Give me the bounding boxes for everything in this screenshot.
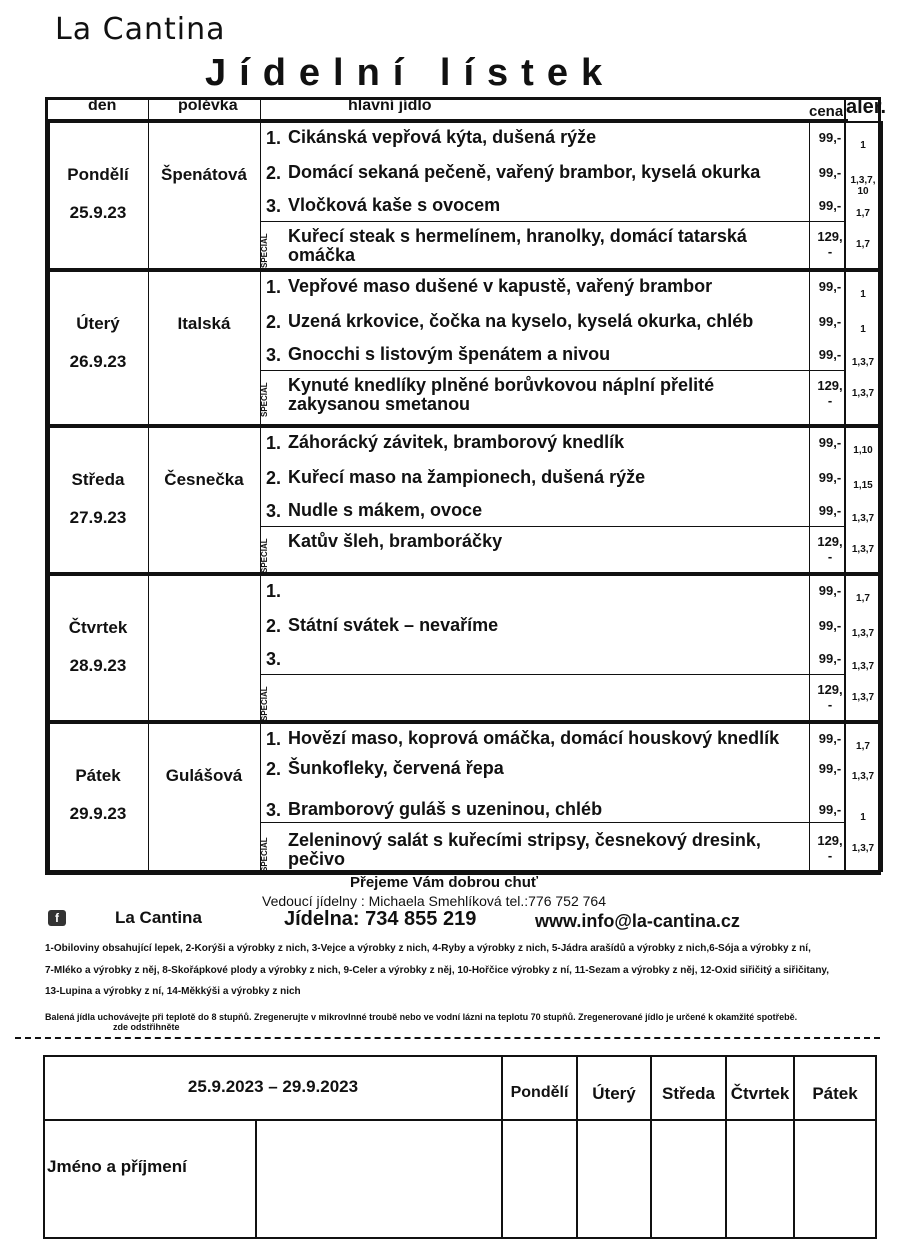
divider <box>809 121 810 270</box>
item-price: 129, - <box>817 833 843 863</box>
dish-name: Vepřové maso dušené v kapustě, vařený brambor <box>288 276 713 296</box>
item-allergens: 1,3,7 <box>851 771 875 782</box>
col-header-price: cena <box>809 103 844 119</box>
day-soup: Gulášová <box>165 766 243 785</box>
dish-name: Zeleninový salát s kuřecími stripsy, česnekový dresink, pečivo <box>288 830 761 869</box>
day-block <box>48 574 883 722</box>
day-name: Středa <box>71 470 125 489</box>
phone-text: Jídelna: 734 855 219 <box>284 908 477 930</box>
dish-name: Hovězí maso, koprová omáčka, domácí houskový knedlík <box>288 728 780 748</box>
item-number: 3. <box>266 800 282 820</box>
day-soup: Česnečka <box>164 470 244 489</box>
dish-name: Kynuté knedlíky plněné borůvkovou náplní přelité zakysanou smetanou <box>288 375 715 414</box>
col-header-day: den <box>88 97 117 113</box>
brand-name: La Cantina <box>55 12 226 47</box>
item-number: 1. <box>266 581 282 601</box>
dish-name: Uzená krkovice, čočka na kyselo, kyselá okurka, chléb <box>288 311 754 331</box>
storage-note-text: Balená jídla uchovávejte při teplotě do 8 stupňů. Zregenerujte v mikrovlnné troubě nebo ve vodní lázni na teplotu 70 stupňů. Zregenerované jídlo je určené k okamžité spotřebě. <box>45 1012 798 1022</box>
item-price: 99,- <box>818 731 842 746</box>
item-price: 129, - <box>817 682 843 712</box>
item-number: 2. <box>266 468 282 488</box>
item-number: 3. <box>266 649 282 669</box>
divider <box>809 722 810 872</box>
day-name: Úterý <box>76 314 120 333</box>
divider <box>809 426 810 574</box>
special-label: SPECIAL <box>260 686 269 722</box>
item-price: 99,- <box>818 503 842 518</box>
item-number: 2. <box>266 616 282 636</box>
item-allergens: 1 <box>860 140 866 151</box>
day-date: 25.9.23 <box>69 203 127 222</box>
item-price: 99,- <box>818 165 842 180</box>
dish-name: Kuřecí maso na žampionech, dušená rýže <box>288 467 646 487</box>
item-number: 2. <box>266 163 282 183</box>
day-date: 26.9.23 <box>69 352 127 371</box>
item-price: 99,- <box>818 347 842 362</box>
special-label: SPECIAL <box>260 233 269 269</box>
special-label: SPECIAL <box>260 837 269 873</box>
order-form <box>43 1055 877 1239</box>
item-price: 129, - <box>817 229 843 259</box>
day-name: Pondělí <box>67 165 129 184</box>
order-day-friday: Pátek <box>812 1084 858 1103</box>
divider <box>45 1119 875 1121</box>
item-price: 129, - <box>817 534 843 564</box>
item-allergens: 1,15 <box>853 480 873 491</box>
col-header-allergens: aler. <box>846 99 887 118</box>
facebook-icon: f <box>48 910 66 926</box>
day-name: Čtvrtek <box>68 618 128 637</box>
divider <box>260 370 846 371</box>
item-allergens: 1 <box>860 289 866 300</box>
item-allergens: 1,7 <box>856 208 870 219</box>
item-allergens: 1,3,7, 10 <box>850 175 876 197</box>
item-number: 1. <box>266 729 282 749</box>
item-allergens: 1,3,7 <box>851 357 875 368</box>
special-label: SPECIAL <box>260 382 269 418</box>
special-label: SPECIAL <box>260 538 269 574</box>
web-text: www.info@la-cantina.cz <box>535 911 740 931</box>
divider <box>148 270 149 426</box>
dish-name: Vločková kaše s ovocem <box>288 195 501 215</box>
divider <box>148 121 149 270</box>
item-allergens: 1,7 <box>856 741 870 752</box>
item-number: 2. <box>266 759 282 779</box>
item-price: 99,- <box>818 279 842 294</box>
divider <box>148 574 149 722</box>
page-title: Jídelní lístek <box>205 52 616 94</box>
name-label: Jméno a příjmení <box>47 1157 187 1176</box>
day-soup: Italská <box>177 314 231 333</box>
order-day-monday: Pondělí <box>510 1084 569 1101</box>
divider <box>260 221 846 222</box>
item-number: 1. <box>266 128 282 148</box>
dish-name: Domácí sekaná pečeně, vařený brambor, kyselá okurka <box>288 162 761 182</box>
item-number: 2. <box>266 312 282 332</box>
dish-name: Gnocchi s listovým špenátem a nivou <box>288 344 611 364</box>
item-price: 99,- <box>818 651 842 666</box>
item-number: 3. <box>266 501 282 521</box>
divider <box>260 674 846 675</box>
item-number: 3. <box>266 196 282 216</box>
manager-text: Vedoucí jídelny : Michaela Smehlíková tel.:776 752 764 <box>262 893 606 909</box>
item-allergens: 1,3,7 <box>851 661 875 672</box>
item-allergens: 1,3,7 <box>851 544 875 555</box>
divider <box>260 526 846 527</box>
cut-here-text: zde odstřihněte <box>113 1022 180 1032</box>
order-day-wednesday: Středa <box>662 1084 715 1103</box>
day-soup: Špenátová <box>161 165 247 184</box>
item-price: 99,- <box>818 802 842 817</box>
item-price: 99,- <box>818 761 842 776</box>
item-number: 1. <box>266 433 282 453</box>
order-day-thursday: Čtvrtek <box>730 1084 790 1103</box>
col-header-main: hlavní jídlo <box>348 97 432 113</box>
divider <box>148 426 149 574</box>
day-date: 28.9.23 <box>69 656 127 675</box>
dish-name: Státní svátek – nevaříme <box>288 615 499 635</box>
divider <box>148 722 149 872</box>
item-allergens: 1,3,7 <box>851 843 875 854</box>
divider <box>260 100 261 119</box>
item-allergens: 1 <box>860 324 866 335</box>
wish-text: Přejeme Vám dobrou chuť <box>350 874 539 891</box>
item-number: 1. <box>266 277 282 297</box>
dish-name: Bramborový guláš s uzeninou, chléb <box>288 799 603 819</box>
item-allergens: 1,3,7 <box>851 513 875 524</box>
menu-table <box>45 97 887 875</box>
item-price: 99,- <box>818 314 842 329</box>
day-date: 27.9.23 <box>69 508 127 527</box>
item-price: 99,- <box>818 198 842 213</box>
divider <box>809 270 810 426</box>
item-allergens: 1,3,7 <box>851 692 875 703</box>
day-date: 29.9.23 <box>69 804 127 823</box>
dish-name: Kuřecí steak s hermelínem, hranolky, domácí tatarská omáčka <box>288 226 747 265</box>
dish-name: Nudle s mákem, ovoce <box>288 500 483 520</box>
item-price: 99,- <box>818 618 842 633</box>
day-name: Pátek <box>75 766 121 785</box>
item-allergens: 1,3,7 <box>851 628 875 639</box>
divider <box>260 822 846 823</box>
facebook-name: La Cantina <box>115 908 202 927</box>
cut-line <box>15 1037 880 1039</box>
item-price: 99,- <box>818 470 842 485</box>
item-allergens: 1,10 <box>853 445 873 456</box>
item-allergens: 1,3,7 <box>851 388 875 399</box>
order-period: 25.9.2023 – 29.9.2023 <box>187 1077 359 1096</box>
order-day-tuesday: Úterý <box>592 1084 636 1103</box>
dish-name: Záhorácký závitek, bramborový knedlík <box>288 432 625 452</box>
item-price: 99,- <box>818 583 842 598</box>
divider <box>148 100 149 119</box>
item-number: 3. <box>266 345 282 365</box>
item-price: 99,- <box>818 130 842 145</box>
storage-note <box>45 1012 845 1032</box>
item-price: 129, - <box>817 378 843 408</box>
divider <box>809 574 810 722</box>
allergen-legend-line: 7-Mléko a výrobky z něj, 8-Skořápkové plody a výrobky z nich, 9-Celer a výrobky z něj, 10-Hořčice výrobky z ní, 11-Sezam a výrobky z něj, 12-Oxid siřičitý a siřičitany, <box>45 965 830 976</box>
dish-name: Šunkofleky, červená řepa <box>288 758 504 778</box>
allergen-legend-line: 13-Lupina a výrobky z ní, 14-Měkkýši a výrobky z nich <box>45 986 301 997</box>
dish-name: Cikánská vepřová kýta, dušená rýže <box>288 127 597 147</box>
item-price: 99,- <box>818 435 842 450</box>
item-allergens: 1,7 <box>856 593 870 604</box>
item-allergens: 1,7 <box>856 239 870 250</box>
divider <box>255 1119 257 1237</box>
dish-name: Katův šleh, bramboráčky <box>288 531 503 551</box>
item-allergens: 1 <box>860 812 866 823</box>
col-header-soup: polévka <box>178 97 238 113</box>
allergen-legend-line: 1-Obiloviny obsahující lepek, 2-Korýši a výrobky z nich, 3-Vejce a výrobky z nich, 4-Ryby a výrobky z nich, 5-Jádra arašídů a výrobky z nich,6-Sója a výrobky z ní, <box>45 943 811 954</box>
